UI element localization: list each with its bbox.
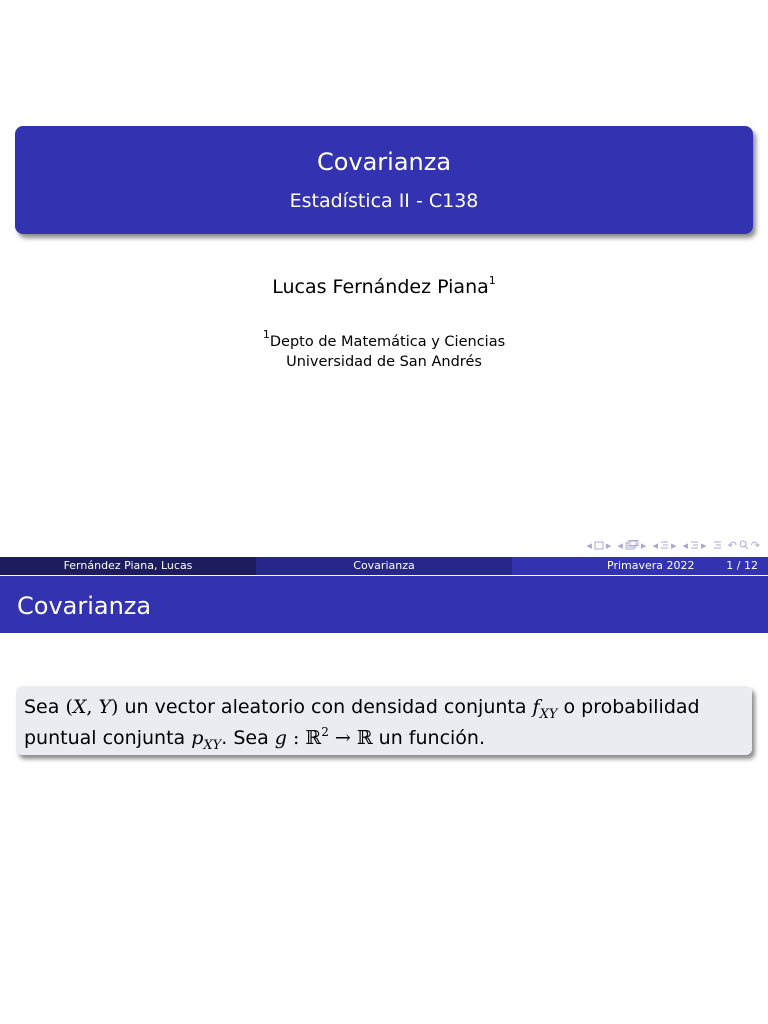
left-arrow-icon[interactable]: ◂ — [682, 538, 689, 552]
affiliation-university: Universidad de San Andrés — [286, 354, 482, 370]
right-arrow-icon[interactable]: ▸ — [701, 538, 707, 552]
definition-line-2 — [24, 724, 742, 755]
math-g: g — [274, 727, 287, 749]
beamer-navigation — [586, 538, 760, 552]
nav-search-group — [728, 539, 760, 552]
footer-title: Covarianza — [256, 557, 512, 575]
affiliation-footnote-mark: 1 — [262, 328, 270, 342]
subsection-icon[interactable] — [625, 540, 639, 550]
math-arrow: → — [328, 727, 357, 749]
definition-block — [16, 686, 752, 755]
text-run: un función. — [372, 727, 486, 749]
footer-page-number: 1 / 12 — [726, 559, 758, 572]
title-box — [15, 126, 753, 234]
affiliation-line-1 — [0, 328, 768, 352]
undo-icon[interactable]: ↶ — [727, 538, 737, 552]
right-arrow-icon[interactable]: ▸ — [640, 538, 647, 552]
right-arrow-icon[interactable]: ▸ — [670, 538, 677, 552]
math-reals: ℝ — [356, 727, 373, 749]
section-icon[interactable] — [660, 540, 669, 550]
left-arrow-icon[interactable]: ◂ — [652, 538, 658, 552]
frame-title: Covarianza — [17, 592, 152, 620]
frame-title-bar — [0, 576, 768, 633]
math-p: p — [191, 727, 204, 749]
author-name — [0, 273, 768, 298]
section-icon[interactable] — [690, 540, 699, 550]
math-Y: Y — [98, 696, 112, 718]
author-text: Lucas Fernández Piana — [272, 276, 489, 298]
affiliation-dept: Depto de Matemática y Ciencias — [269, 334, 506, 350]
frame-icon[interactable] — [594, 541, 604, 550]
nav-align-group — [713, 540, 722, 550]
math-p-subscript: XY — [203, 738, 222, 753]
left-arrow-icon[interactable]: ◂ — [586, 538, 592, 552]
slide-title: Covarianza — [316, 148, 452, 176]
slide-footer — [0, 557, 768, 575]
slide-subtitle: Estadística II - C138 — [289, 190, 479, 212]
math-colon: : — [286, 727, 306, 749]
align-icon[interactable] — [713, 540, 722, 550]
text-run: un vector aleatorio con densidad conjunta — [118, 696, 533, 718]
author-footnote-mark: 1 — [488, 273, 496, 287]
math-X: X — [72, 696, 87, 718]
math-paren-open: ( — [65, 696, 73, 718]
redo-icon[interactable]: ↷ — [750, 538, 760, 552]
search-icon[interactable] — [739, 540, 749, 550]
definition-line-1 — [24, 693, 742, 724]
math-paren-close: ) — [111, 696, 119, 718]
nav-frame-group — [586, 539, 611, 552]
footer-author: Fernández Piana, Lucas — [0, 557, 256, 575]
nav-section-group-2 — [683, 539, 707, 552]
math-comma: , — [86, 696, 99, 718]
left-arrow-icon[interactable]: ◂ — [617, 538, 623, 552]
text-run: puntual conjunta — [24, 727, 192, 749]
nav-subsection-group — [617, 539, 646, 552]
footer-right — [512, 557, 768, 575]
math-f: f — [532, 696, 540, 718]
footer-date: Primavera 2022 — [607, 559, 695, 572]
text-run: o probabilidad — [557, 696, 700, 718]
right-arrow-icon[interactable]: ▸ — [605, 538, 612, 552]
text-run: Sea — [24, 696, 66, 718]
math-reals: ℝ — [305, 727, 322, 749]
math-f-subscript: XY — [539, 707, 558, 722]
text-run: . Sea — [221, 727, 275, 749]
definition-text — [24, 693, 742, 755]
nav-section-group — [652, 539, 676, 552]
affiliation — [0, 328, 768, 372]
math-superscript: 2 — [321, 725, 329, 739]
